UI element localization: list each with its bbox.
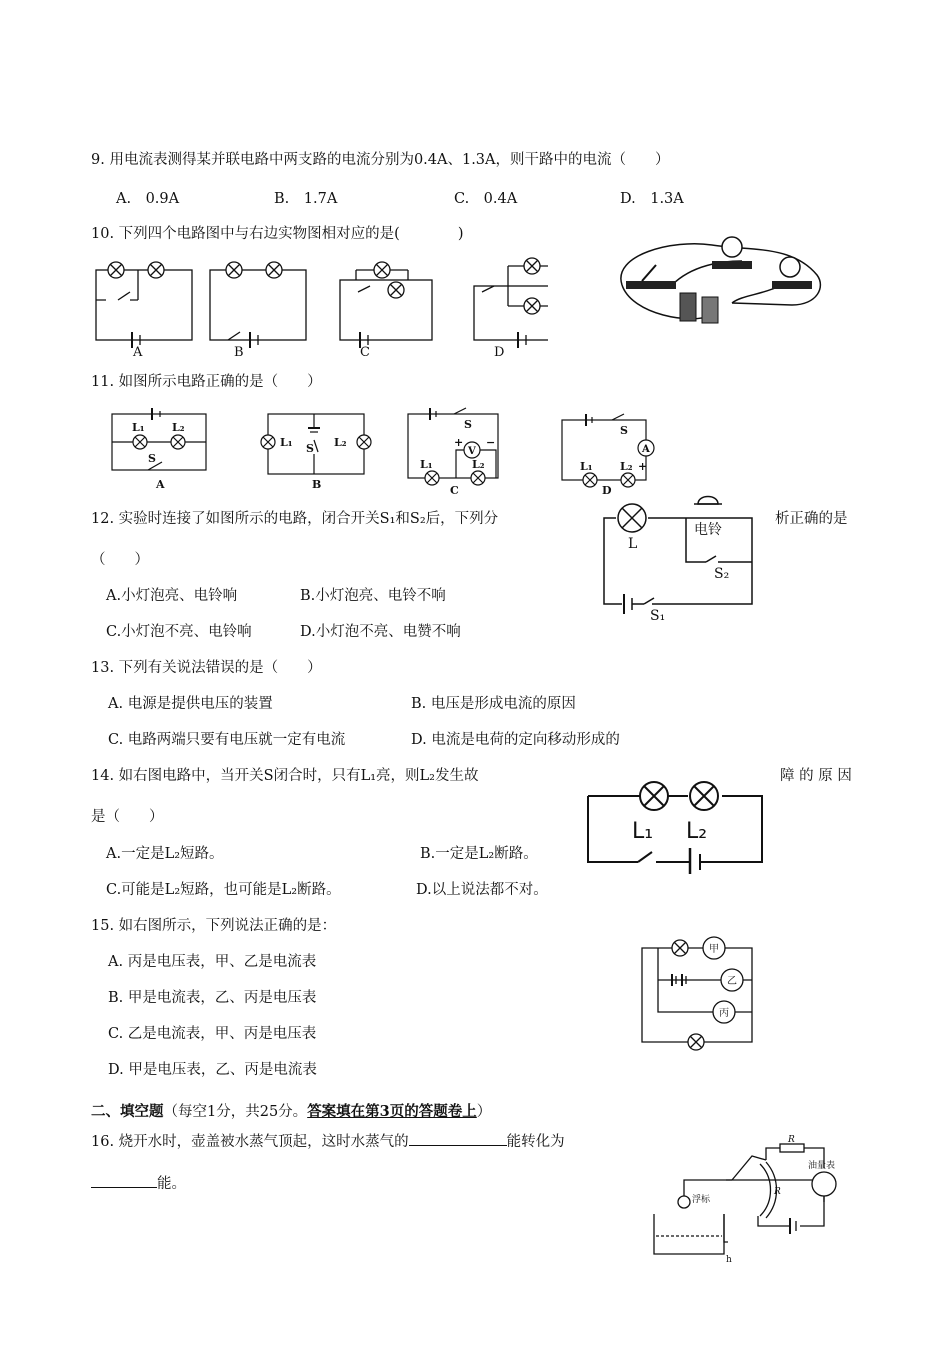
q11b-l1-label: L₁ [280, 436, 293, 449]
q11b-l2-label: L₂ [334, 436, 347, 449]
q12-option-d: D.小灯泡不亮、电赞不响 [300, 624, 461, 640]
q12-option-a: A.小灯泡亮、电铃响 [106, 588, 238, 604]
q13-option-c: C. 电路两端只要有电压就一定有电流 [108, 732, 346, 748]
q16-blank-1[interactable] [409, 1131, 507, 1146]
q15-stem: 15. 如右图所示，下列说法正确的是： [91, 918, 337, 934]
s1-label: S₁ [650, 608, 666, 624]
q14-option-d: D.以上说法都不对。 [416, 882, 548, 898]
q9-stem: 9. 用电流表测得某并联电路中两支路的电流分别为0.4A、1.3A，则干路中的电流（ ） [91, 152, 670, 168]
q9-option-c: C. 0.4A [454, 191, 518, 207]
q13-option-a: A. 电源是提供电压的装置 [108, 696, 273, 712]
q15-meter-circuit-diagram [636, 932, 756, 1062]
q11-label-c: C [450, 484, 459, 496]
q13-option-b: B. 电压是形成电流的原因 [411, 696, 576, 712]
q11b-s-label: S [306, 442, 314, 455]
q16-line2-end: 能。 [157, 1176, 186, 1192]
q11c-s-label: S [464, 418, 472, 431]
q11d-a-label: A [642, 444, 650, 455]
q16-blank-2[interactable] [91, 1173, 157, 1188]
q11d-l1-label: L₁ [580, 460, 593, 473]
q14-option-b: B.一定是L₂断路。 [420, 846, 538, 862]
q13-stem: 13. 下列有关说法错误的是（ ） [91, 660, 322, 676]
q11-circuit-diagrams [108, 404, 668, 496]
q9-option-d: D. 1.3A [620, 191, 684, 207]
q10-stem: 10. 下列四个电路图中与右边实物图相对应的是( ) [91, 226, 464, 242]
q11-label-a: A [156, 478, 165, 491]
s2-label: S₂ [714, 566, 730, 582]
r-top-label: R [788, 1135, 795, 1145]
q15-option-d: D. 甲是电压表，乙、丙是电流表 [108, 1062, 317, 1078]
q11a-l1-label: L₁ [132, 421, 145, 434]
q16-stem [91, 1131, 565, 1151]
q14-stem-cont: 是（ ） [91, 809, 164, 825]
q12-stem-left: 12. 实验时连接了如图所示的电路，闭合开关S₁和S₂后，下列分 [91, 511, 499, 527]
q15-option-b: B. 甲是电流表，乙、丙是电压表 [108, 990, 317, 1006]
q14-two-lamp-circuit [586, 778, 766, 874]
q14-stem-right: 障 的 原 因 [780, 768, 852, 784]
section2-note-bold: 答案填在第3页的答题卷上 [307, 1103, 477, 1120]
q16-stem-b: 能转化为 [506, 1134, 565, 1150]
q10-physical-circuit-picture [612, 225, 827, 335]
q11-label-b: B [312, 478, 322, 491]
q11-stem: 11. 如图所示电路正确的是（ ） [91, 374, 322, 390]
q12-bell-circuit-diagram [598, 492, 768, 627]
q11a-l2-label: L₂ [172, 421, 185, 434]
q10-label-c: C [360, 345, 370, 360]
q15-option-c: C. 乙是电流表，甲、丙是电压表 [108, 1026, 317, 1042]
q14-option-a: A.一定是L₂短路。 [106, 846, 224, 862]
q10-circuit-diagrams [88, 252, 548, 362]
q16-line2 [91, 1173, 186, 1193]
q16-stem-a: 16. 烧开水时，壶盖被水蒸气顶起，这时水蒸气的 [91, 1134, 409, 1150]
q11c-minus: − [486, 436, 496, 449]
q11c-v-label: V [468, 446, 476, 457]
q10-label-d: D [494, 345, 505, 360]
q14-l1-label: L₁ [632, 819, 654, 844]
q11d-s-label: S [620, 424, 628, 437]
q10-label-b: B [234, 345, 244, 360]
q9-option-b: B. 1.7A [274, 191, 338, 207]
q11d-l2-label: L₂ [620, 460, 633, 473]
h-label: h [726, 1255, 732, 1265]
section2-title: 二、填空题 [91, 1103, 164, 1120]
q11c-plus: + [454, 436, 464, 449]
q15-option-a: A. 丙是电压表，甲、乙是电流表 [108, 954, 317, 970]
r-mid-label: R [774, 1187, 781, 1197]
meter-label: 油量表 [808, 1161, 836, 1171]
q11c-l2-label: L₂ [472, 458, 485, 471]
section2-note-end: ） [476, 1104, 492, 1120]
q12-option-b: B.小灯泡亮、电铃不响 [300, 588, 446, 604]
q12-option-c: C.小灯泡不亮、电铃响 [106, 624, 252, 640]
q11c-l1-label: L₁ [420, 458, 433, 471]
float-label: 浮标 [692, 1195, 711, 1205]
q12-stem-right: 析正确的是 [775, 511, 848, 527]
jia-meter-label: 甲 [709, 944, 719, 955]
bell-label: 电铃 [694, 522, 722, 538]
section2-header [91, 1103, 491, 1121]
q16-oil-gauge-diagram [648, 1132, 848, 1267]
q12-stem-cont: （ ） [91, 552, 149, 568]
bing-meter-label: 丙 [719, 1008, 729, 1019]
q11-label-d: D [602, 484, 612, 496]
q13-option-d: D. 电流是电荷的定向移动形成的 [411, 732, 620, 748]
q9-option-a: A. 0.9A [116, 191, 180, 207]
q14-option-c: C.可能是L₂短路，也可能是L₂断路。 [106, 882, 341, 898]
lamp-label: L [628, 536, 638, 552]
section2-note: （每空1分，共25分。 [163, 1104, 308, 1120]
q14-stem-left: 14. 如右图电路中，当开关S闭合时，只有L₁亮，则L₂发生故 [91, 768, 479, 784]
q11a-s-label: S [148, 452, 156, 465]
q10-label-a: A [133, 345, 143, 360]
q11d-plus: + [638, 460, 648, 473]
yi-meter-label: 乙 [727, 976, 737, 987]
q14-l2-label: L₂ [686, 819, 708, 844]
